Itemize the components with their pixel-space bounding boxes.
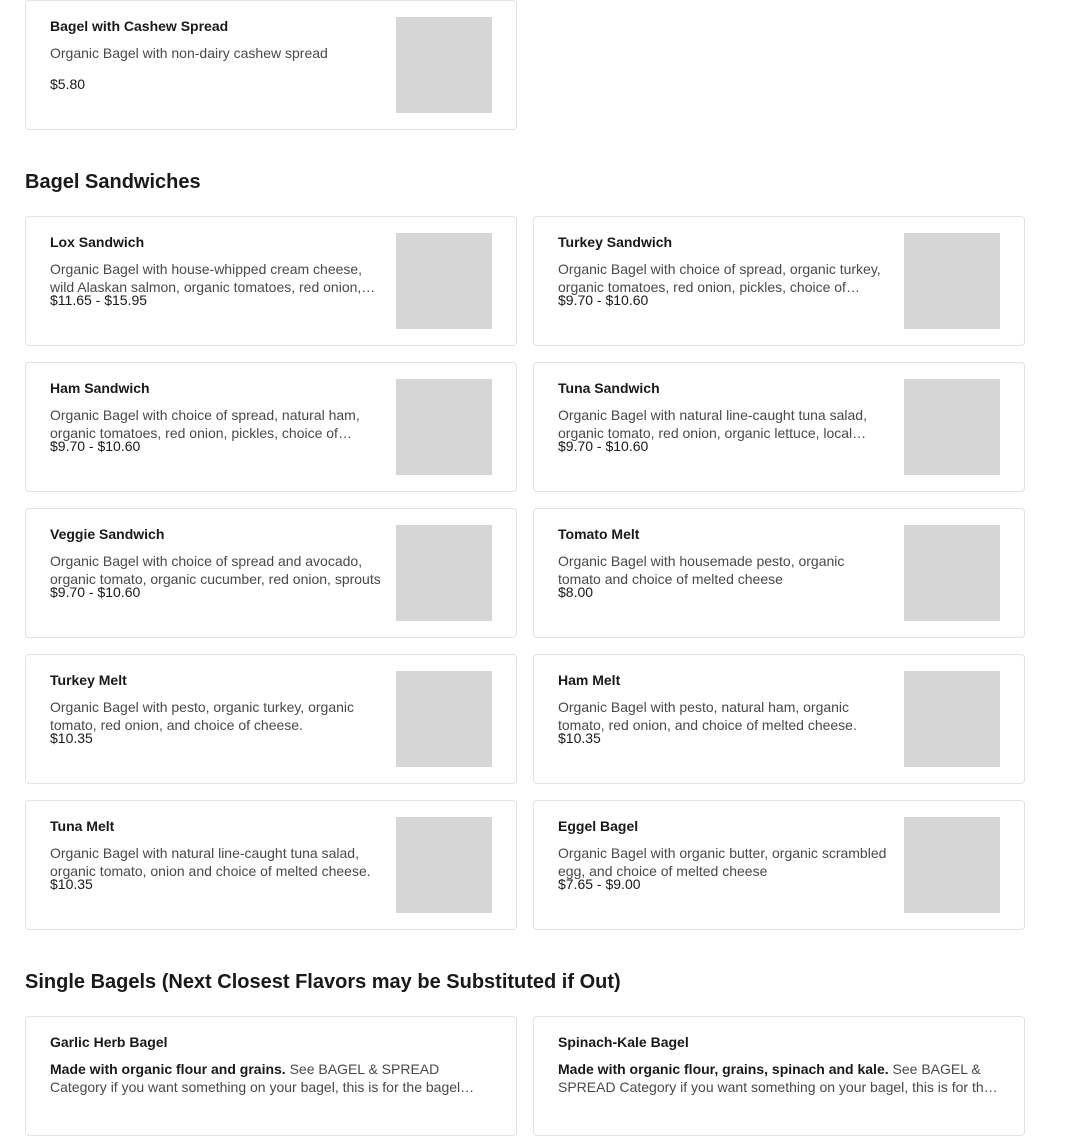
item-description xyxy=(558,1060,1000,1096)
menu-item-card[interactable] xyxy=(25,654,517,784)
item-description-highlight: Made with organic flour, grains, spinach and kale. xyxy=(558,1061,889,1077)
item-price: $10.35 xyxy=(50,730,93,746)
item-image-placeholder xyxy=(396,233,492,329)
item-description-rest: See BAGEL & SPREAD Category if you want something on your bagel, this is for the xyxy=(558,1061,992,1095)
item-price: $9.70 - $10.60 xyxy=(558,438,649,454)
item-name: Ham Melt xyxy=(558,672,621,688)
item-name: Garlic Herb Bagel xyxy=(50,1034,168,1050)
item-image-placeholder xyxy=(904,671,1000,767)
item-price: $9.70 - $10.60 xyxy=(50,438,141,454)
item-image-placeholder xyxy=(904,379,1000,475)
item-name: Tuna Melt xyxy=(50,818,115,834)
item-description: Organic Bagel with non-dairy cashew spread xyxy=(50,45,328,61)
menu-item-card[interactable] xyxy=(533,1016,1025,1136)
menu-item-card[interactable] xyxy=(533,216,1025,346)
item-name: Spinach-Kale Bagel xyxy=(558,1034,689,1050)
item-name: Tomato Melt xyxy=(558,526,640,542)
item-description: Organic Bagel with natural line-caught tuna salad, organic tomato, red onion, organic lettuce, local xyxy=(558,407,867,441)
item-price: $8.00 xyxy=(558,584,594,600)
item-image-placeholder xyxy=(396,817,492,913)
section-title-bagel-sandwiches: Bagel Sandwiches xyxy=(25,171,201,193)
item-name: Lox Sandwich xyxy=(50,234,145,250)
item-name: Turkey Sandwich xyxy=(558,234,673,250)
item-name: Bagel with Cashew Spread xyxy=(50,18,229,34)
item-description: Organic Bagel with natural line-caught tuna salad, organic tomato, onion and choice of melted cheese. xyxy=(50,845,371,879)
item-image-placeholder xyxy=(396,671,492,767)
item-image-placeholder xyxy=(904,525,1000,621)
item-description: Organic Bagel with choice of spread, organic turkey, organic tomatoes, red onion, pickles, choice of xyxy=(558,261,881,295)
item-description: Organic Bagel with choice of spread and avocado, organic tomato, organic cucumber, red onion, sprouts xyxy=(50,553,381,587)
item-description: Organic Bagel with pesto, organic turkey, organic tomato, red onion, and choice of cheese. xyxy=(50,699,355,733)
item-price: $9.70 - $10.60 xyxy=(50,584,141,600)
item-name: Eggel Bagel xyxy=(558,818,639,834)
item-image-placeholder xyxy=(396,379,492,475)
item-image-placeholder xyxy=(904,817,1000,913)
item-description-rest: See BAGEL & SPREAD Category if you want something on your bagel, this is for the bagel xyxy=(50,1061,461,1095)
menu-item-card[interactable] xyxy=(25,216,517,346)
menu-item-card[interactable] xyxy=(533,800,1025,930)
item-image-placeholder xyxy=(904,233,1000,329)
item-price: $10.35 xyxy=(558,730,601,746)
item-description-highlight: Made with organic flour and grains. xyxy=(50,1061,286,1077)
item-image-placeholder xyxy=(396,525,492,621)
item-description: Organic Bagel with house-whipped cream cheese, wild Alaskan salmon, organic tomatoes, red onion, xyxy=(50,261,363,295)
item-description: Organic Bagel with housemade pesto, organic tomato and choice of melted cheese xyxy=(558,553,845,587)
menu-item-card[interactable] xyxy=(25,0,517,130)
menu-item-card[interactable] xyxy=(533,654,1025,784)
menu-item-card[interactable] xyxy=(25,362,517,492)
menu-item-card[interactable] xyxy=(25,800,517,930)
section-title-single-bagels: Single Bagels (Next Closest Flavors may be Substituted if Out) xyxy=(25,971,621,993)
item-price: $10.35 xyxy=(50,876,93,892)
item-name: Ham Sandwich xyxy=(50,380,150,396)
item-description: Organic Bagel with pesto, natural ham, organic tomato, red onion, and choice of melted cheese. xyxy=(558,699,857,733)
menu-item-card[interactable] xyxy=(533,362,1025,492)
menu-item-card[interactable] xyxy=(533,508,1025,638)
menu-item-card[interactable] xyxy=(25,1016,517,1136)
item-name: Veggie Sandwich xyxy=(50,526,165,542)
item-name: Turkey Melt xyxy=(50,672,127,688)
item-image-placeholder xyxy=(396,17,492,113)
item-price: $11.65 - $15.95 xyxy=(50,292,148,308)
item-description xyxy=(50,1060,492,1096)
item-price: $9.70 - $10.60 xyxy=(558,292,649,308)
item-price: $7.65 - $9.00 xyxy=(558,876,641,892)
item-price: $5.80 xyxy=(50,76,86,92)
item-description: Organic Bagel with organic butter, organic scrambled egg, and choice of melted cheese xyxy=(558,845,887,879)
menu-item-card[interactable] xyxy=(25,508,517,638)
item-description: Organic Bagel with choice of spread, natural ham, organic tomatoes, red onion, pickles, choice of xyxy=(50,407,360,441)
item-name: Tuna Sandwich xyxy=(558,380,660,396)
